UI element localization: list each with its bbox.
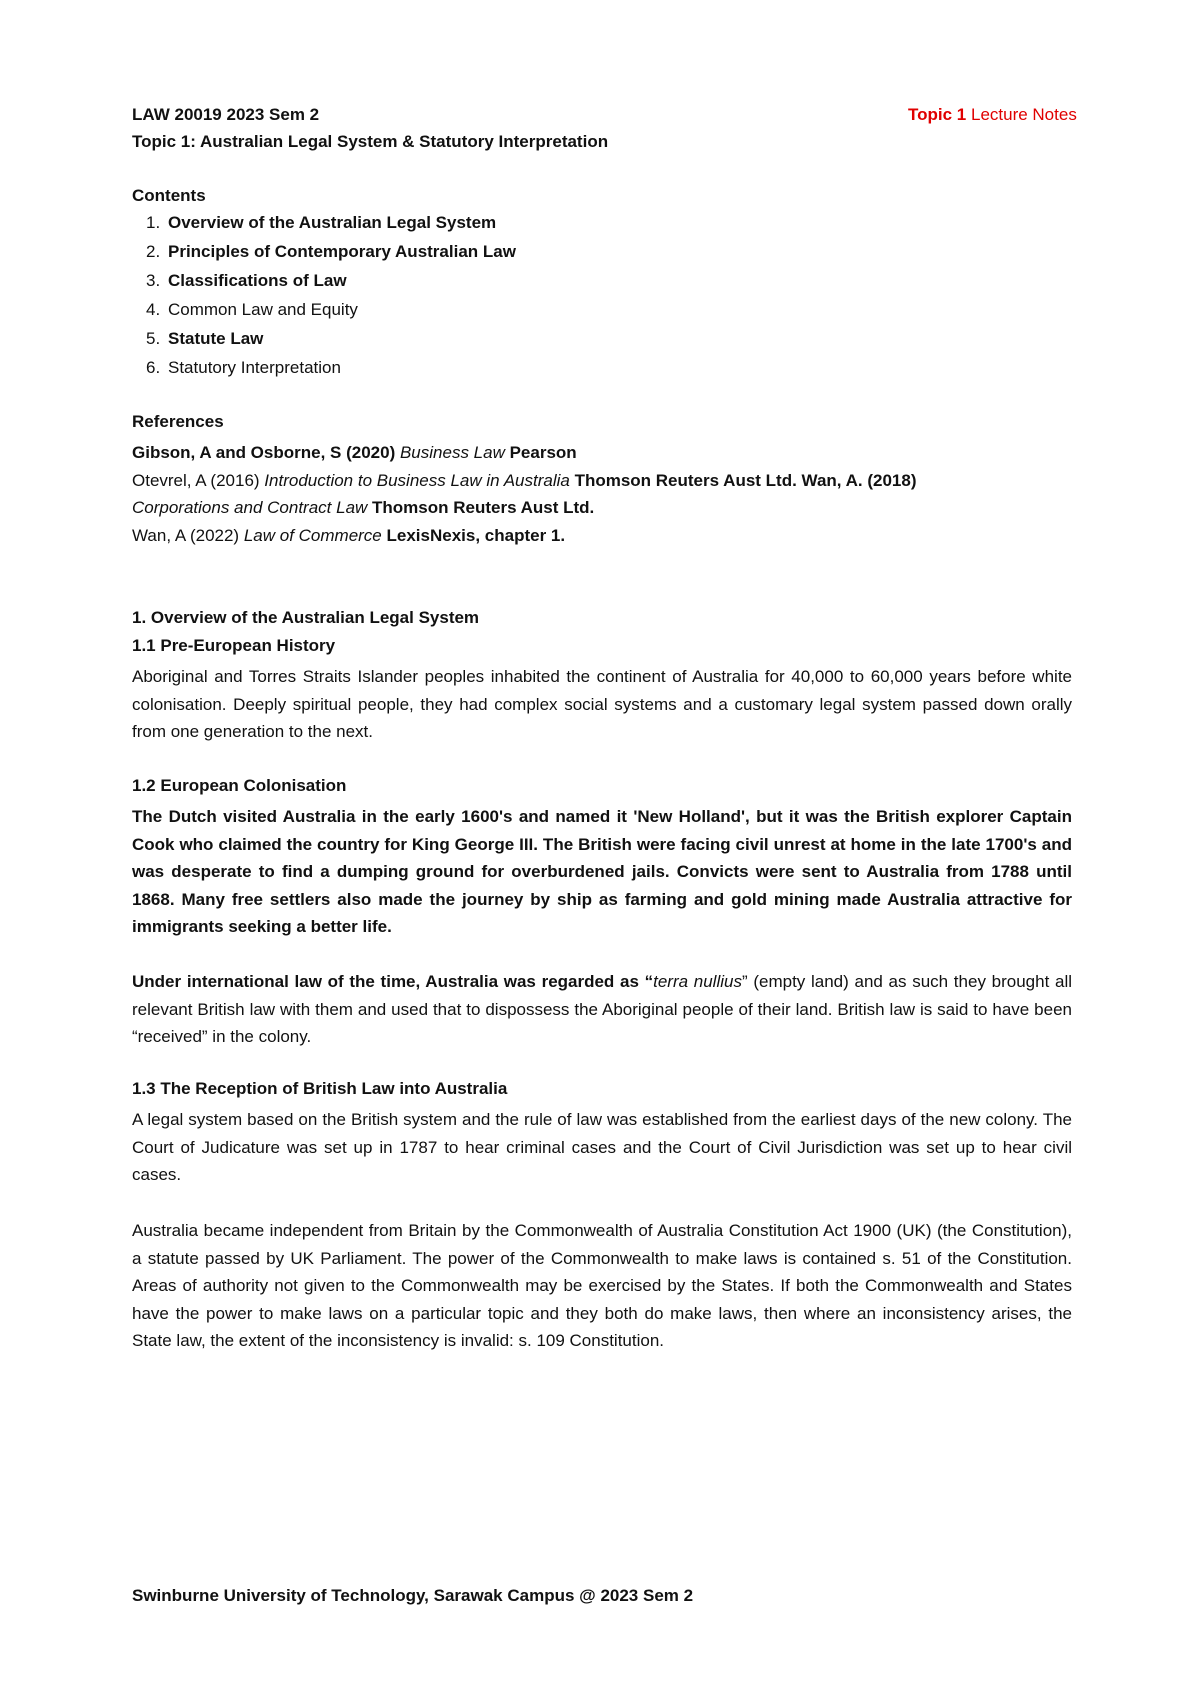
section-1-heading: 1. Overview of the Australian Legal System <box>132 608 480 627</box>
contents-item: 2. Principles of Contemporary Australian Law <box>146 242 516 261</box>
section-1-3-text: A legal system based on the British system and the rule of law was established from the earliest days of the new colony. The Court of Judicature was set up in 1787 to hear criminal cases and the Court of Civil Jurisdiction was set up to hear civil cases. <box>132 1110 1072 1184</box>
footer-text: Swinburne University of Technology, Sarawak Campus @ 2023 Sem 2 <box>132 1586 694 1605</box>
reference-item: Corporations and Contract Law Thomson Reuters Aust Ltd. <box>132 498 595 517</box>
section-1-1-heading: 1.1 Pre-European History <box>132 636 336 655</box>
contents-list <box>132 208 516 382</box>
contents-item: 5. Statute Law <box>146 329 264 348</box>
references-list <box>132 439 1032 549</box>
references-heading: References <box>132 412 224 431</box>
contents-heading: Contents <box>132 186 206 205</box>
topic-label-number: Topic 1 <box>908 105 967 124</box>
section-1-2-paragraph-2: Under international law of the time, Australia was regarded as “terra nullius” (empty land) and as such they brought all relevant British law with them and used that to dispossess the Aboriginal people of their land. British law is said to have been “received” in the colony. <box>132 972 1073 1046</box>
reference-item: Otevrel, A (2016) Introduction to Business Law in Australia Thomson Reuters Aust Ltd. Wan, A. (2018) <box>132 470 917 490</box>
page-title: Topic 1: Australian Legal System & Statutory Interpretation <box>132 132 609 151</box>
section-1-3-heading: 1.3 The Reception of British Law into Australia <box>132 1079 508 1098</box>
topic-label-text: Lecture Notes <box>970 105 1077 124</box>
contents-item: 4. Common Law and Equity <box>146 300 358 319</box>
contents-item: 3. Classifications of Law <box>146 271 347 290</box>
section-1-2-text: The Dutch visited Australia in the early 1600's and named it 'New Holland', but it was the British explorer Captain Cook who claimed the country for King George III. The British were facing civil unrest at home in the late 1700's and was desperate to find a dumping ground for overburdened jails. Convicts were sent to Australia from 1788 until 1868. Many free settlers also made the journey by ship as farming and gold mining made Australia attractive for immigrants seeking a better life. <box>132 807 1072 936</box>
section-1-2-heading: 1.2 European Colonisation <box>132 776 347 795</box>
reference-item: Gibson, A and Osborne, S (2020) Business Law Pearson <box>132 443 577 462</box>
section-1-3-paragraph-2: Australia became independent from Britain by the Commonwealth of Australia Constitution Act 1900 (UK) (the Constitution), a statute passed by UK Parliament. The power of the Commonwealth to make laws is contained s. 51 of the Constitution. Areas of authority not given to the Commonwealth may be exercised by the States. If both the Commonwealth and States have the power to make laws on a particular topic and they both do make laws, then where an inconsistency arises, the State law, the extent of the inconsistency is invalid: s. 109 Constitution. <box>132 1221 1072 1350</box>
reference-item: Wan, A (2022) Law of Commerce LexisNexis, chapter 1. <box>132 525 566 545</box>
contents-item: 6. Statutory Interpretation <box>146 358 341 377</box>
contents-item: 1. Overview of the Australian Legal System <box>146 213 497 232</box>
section-1-1-text: Aboriginal and Torres Straits Islander peoples inhabited the continent of Australia for 40,000 to 60,000 years before white colonisation. Deeply spiritual people, they had complex social systems and a customary legal system passed down orally from one generation to the next. <box>132 667 1072 741</box>
topic-label <box>908 105 1077 125</box>
course-code: LAW 20019 2023 Sem 2 <box>132 105 320 124</box>
